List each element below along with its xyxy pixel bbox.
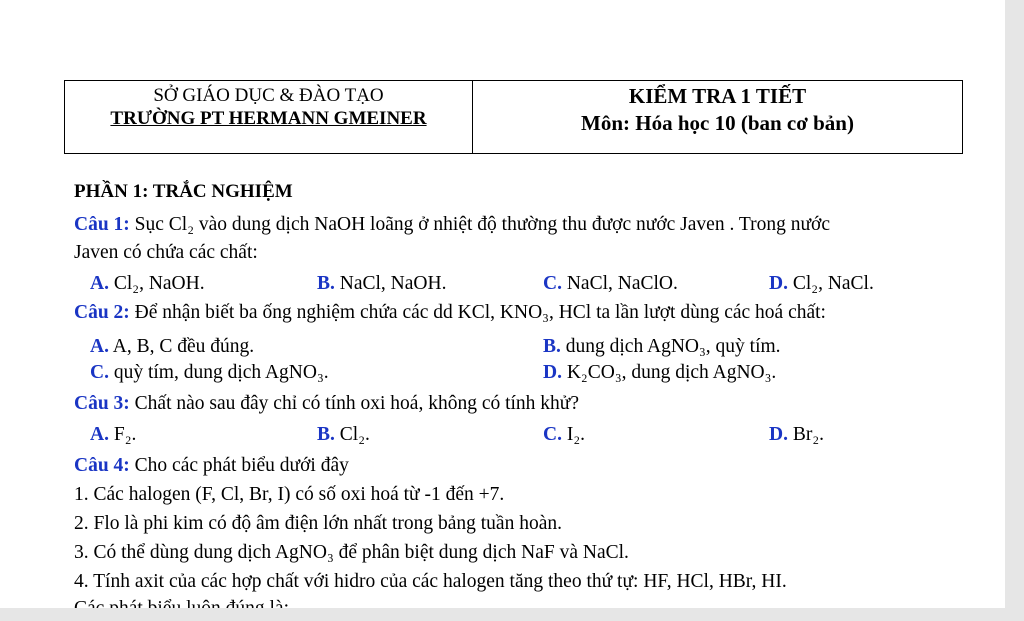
option-label: C. [543, 424, 562, 445]
question-1-continued: Javen có chứa các chất: [74, 242, 258, 263]
option-text: Cl₂, NaOH. [108, 273, 205, 294]
question-1-option-b[interactable] [317, 272, 446, 296]
exam-subject: Môn: Hóa học 10 (ban cơ bản) [581, 111, 854, 135]
option-label: C. [543, 273, 562, 294]
option-text: Br₂. [787, 424, 825, 445]
question-1-option-d[interactable] [769, 272, 874, 296]
school-name: TRƯỜNG PT HERMANN GMEINER [110, 108, 427, 129]
option-text: F₂. [108, 424, 137, 445]
exam-title: KIỂM TRA 1 TIẾT [628, 84, 807, 108]
question-3-option-a[interactable] [90, 423, 136, 447]
section-title: PHẦN 1: TRẮC NGHIỆM [74, 181, 293, 202]
question-text: Để nhận biết ba ống nghiệm chứa các dd KCl, KNO₃, HCl ta lần lượt dùng các hoá chất: [129, 302, 826, 323]
option-label: B. [317, 424, 335, 445]
option-label: B. [543, 336, 561, 357]
statement-1: 1. Các halogen (F, Cl, Br, I) có số oxi hoá từ -1 đến +7. [74, 484, 505, 505]
option-label: C. [90, 362, 109, 383]
option-text: NaCl, NaClO. [561, 273, 678, 294]
header-left-cell [65, 81, 473, 153]
question-3 [74, 392, 579, 416]
question-label: Câu 3: [74, 393, 130, 414]
option-text: NaCl, NaOH. [334, 273, 447, 294]
question-3-option-d[interactable] [769, 423, 824, 447]
option-label: D. [769, 424, 788, 445]
question-2-option-c[interactable] [90, 361, 329, 385]
question-label: Câu 4: [74, 455, 130, 476]
question-4 [74, 454, 349, 478]
question-text: Chất nào sau đây chỉ có tính oxi hoá, không có tính khử? [129, 393, 580, 414]
question-1-option-a[interactable] [90, 272, 205, 296]
option-label: A. [90, 273, 109, 294]
question-label: Câu 1: [74, 214, 130, 235]
option-label: D. [769, 273, 788, 294]
option-label: B. [317, 273, 335, 294]
question-2-option-d[interactable] [543, 361, 776, 385]
option-text: dung dịch AgNO₃, quỳ tím. [560, 336, 781, 357]
question-2-option-b[interactable] [543, 335, 781, 359]
question-3-option-b[interactable] [317, 423, 370, 447]
question-1-option-c[interactable] [543, 272, 678, 296]
department-name: SỞ GIÁO DỤC & ĐÀO TẠO [153, 85, 384, 106]
option-text: quỳ tím, dung dịch AgNO₃. [108, 362, 329, 383]
question-2 [74, 301, 826, 325]
header-table [64, 80, 963, 154]
header-right-cell [473, 81, 962, 153]
option-text: I₂. [561, 424, 586, 445]
statement-2: 2. Flo là phi kim có độ âm điện lớn nhất trong bảng tuần hoàn. [74, 513, 562, 534]
option-text: A, B, C đều đúng. [108, 336, 255, 357]
statement-3: 3. Có thể dùng dung dịch AgNO₃ để phân biệt dung dịch NaF và NaCl. [74, 542, 629, 563]
question-label: Câu 2: [74, 302, 130, 323]
question-2-option-a[interactable] [90, 335, 254, 359]
question-text: Sục Cl₂ vào dung dịch NaOH loãng ở nhiệt độ thường thu được nước Javen . Trong nước [129, 214, 830, 235]
option-text: Cl₂, NaCl. [787, 273, 874, 294]
option-label: A. [90, 424, 109, 445]
question-3-option-c[interactable] [543, 423, 585, 447]
option-label: D. [543, 362, 562, 383]
option-text: Cl₂. [334, 424, 370, 445]
option-text: K₂CO₃, dung dịch AgNO₃. [561, 362, 777, 383]
page-bottom-gutter [0, 608, 1024, 621]
option-label: A. [90, 336, 109, 357]
question-1 [74, 213, 830, 237]
question-text: Cho các phát biểu dưới đây [129, 455, 349, 476]
statement-4: 4. Tính axit của các hợp chất với hidro của các halogen tăng theo thứ tự: HF, HCl, HBr, HI. [74, 571, 787, 592]
vertical-scrollbar-track[interactable] [1005, 0, 1024, 621]
